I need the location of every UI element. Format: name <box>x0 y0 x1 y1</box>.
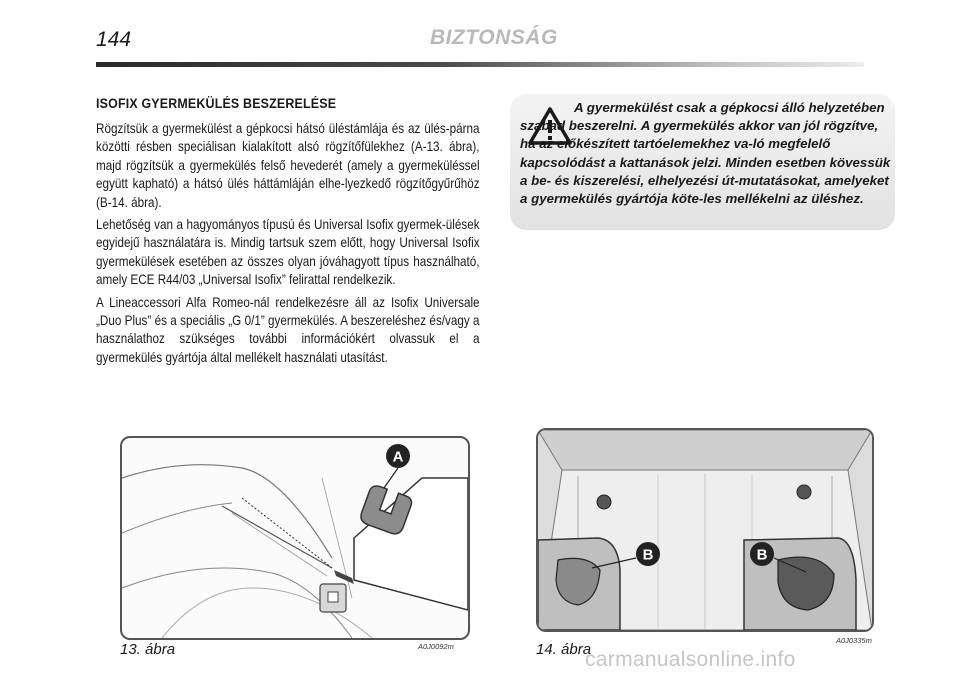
paragraph-2: Lehetőség van a hagyományos típusú és Universal Isofix gyermek-ülések egyidejű használatára is. Mindig tartsuk szem előtt, hogy Universal Isofix gyermekülések esetében az összes olyan jóváhagyott típus használható, amely ECE R44/03 „Universal Isofix” felirattal rendelkezik. <box>96 217 480 288</box>
watermark: carmanualsonline.info <box>585 648 796 671</box>
figure-14-tether-anchors <box>536 428 874 632</box>
seat-illustration <box>122 438 468 638</box>
figure-13-code: A0J0092m <box>418 642 454 651</box>
warning-text: A gyermekülést csak a gépkocsi álló helyzetében szabad beszerelni. A gyermekülés akkor van jól rögzítve, ha az előkészített tartóelemekhez va-ló megfelelő kapcsolódást a kattanások jelzi. Minden esetben kövessük a be- és kiszerelési, elhelyezési út-mutatásokat, amelyeket a gyermekülés gyártója köte-les mellékelni az üléshez. <box>520 100 891 207</box>
warning-box <box>510 94 895 230</box>
figure-14-caption: 14. ábra <box>536 641 592 658</box>
figure-13-isofix-anchor <box>120 436 470 640</box>
callout-b-left-label: B <box>642 546 654 564</box>
callout-a-label: A <box>392 448 404 466</box>
callout-b-right-label: B <box>756 546 768 564</box>
section-heading: ISOFIX GYERMEKÜLÉS BESZERELÉSE <box>96 96 337 111</box>
seatback-illustration <box>538 430 872 630</box>
isofix-section <box>96 96 480 371</box>
page-number: 144 <box>96 28 132 51</box>
figure-13-caption: 13. ábra <box>120 641 176 658</box>
chapter-title: BIZTONSÁG <box>430 26 558 49</box>
paragraph-1: Rögzítsük a gyermekülést a gépkocsi hátsó üléstámlája és az ülés-párna közötti résben speciálisan kialakított alsó rögzítőfülekhez (A-13. ábra), majd rögzítsük a gyermekülés felső hevederét (amely a gyermeküléssel együtt kapható) a hátsó ülés háttámláján elhe-lyezkedő rögzítőgyűrűhöz (B-14. ábra). <box>96 121 480 210</box>
paragraph-3: A Lineaccessori Alfa Romeo-nál rendelkezésre áll az Isofix Universale „Duo Plus” és a speciális „G 0/1” gyermekülés. A beszereléshez és/vagy a használathoz szükséges további információkért olvassuk el a gyermekülés gyártója által mellékelt használati utasítást. <box>96 294 480 365</box>
figure-14-code: A0J0335m <box>836 636 872 645</box>
header-rule <box>96 62 864 67</box>
